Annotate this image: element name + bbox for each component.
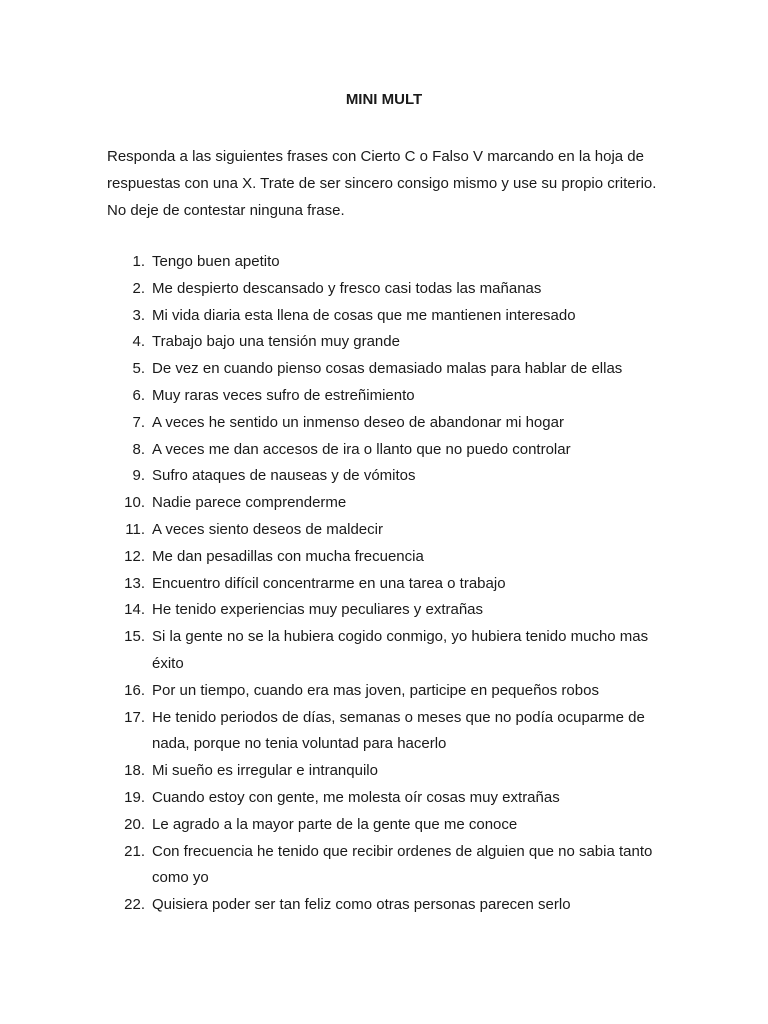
question-text: A veces me dan accesos de ira o llanto que no puedo controlar (152, 440, 571, 458)
question-text: De vez en cuando pienso cosas demasiado malas para hablar de ellas (152, 360, 623, 378)
question-item (0, 356, 768, 383)
question-number: 2. (132, 279, 145, 297)
question-number: 5. (132, 360, 145, 378)
question-number: 22. (124, 896, 145, 914)
question-text: éxito (152, 654, 184, 672)
question-number: 3. (132, 306, 145, 324)
question-item (0, 705, 768, 759)
question-item (0, 249, 768, 276)
question-text: Tengo buen apetito (152, 253, 280, 270)
question-number: 13. (124, 574, 145, 592)
question-item (0, 517, 768, 544)
question-text: Mi vida diaria esta llena de cosas que me mantienen interesado (152, 306, 576, 324)
question-item (0, 490, 768, 517)
question-item (0, 597, 768, 624)
question-number: 8. (132, 440, 145, 458)
question-number: 21. (124, 842, 145, 860)
question-item (0, 571, 768, 598)
question-text: Me despierto descansado y fresco casi todas las mañanas (152, 279, 542, 297)
document-title: MINI MULT (345, 91, 423, 108)
question-number: 10. (124, 494, 145, 512)
question-number: 6. (132, 386, 145, 404)
question-text: Sufro ataques de nauseas y de vómitos (152, 467, 416, 485)
question-item (0, 678, 768, 705)
instructions-paragraph (107, 143, 667, 224)
question-number: 19. (124, 788, 145, 806)
question-number: 12. (124, 547, 145, 565)
question-number: 20. (124, 815, 145, 833)
question-number: 1. (132, 253, 145, 270)
instructions-line: respuestas con una X. Trate de ser sincero consigo mismo y use su propio criterio. (107, 175, 657, 192)
question-text: Me dan pesadillas con mucha frecuencia (152, 547, 424, 565)
instructions-line: Responda a las siguientes frases con Cierto C o Falso V marcando en la hoja de (107, 148, 644, 165)
question-item (0, 758, 768, 785)
question-text: A veces siento deseos de maldecir (152, 520, 383, 538)
question-number: 14. (124, 601, 145, 619)
question-item (0, 303, 768, 330)
question-text: como yo (152, 869, 209, 887)
question-number: 11. (125, 520, 145, 538)
question-text: Nadie parece comprenderme (152, 494, 347, 512)
question-item (0, 624, 768, 678)
question-text: Encuentro difícil concentrarme en una tarea o trabajo (152, 574, 506, 592)
question-text: Cuando estoy con gente, me molesta oír cosas muy extrañas (152, 788, 560, 806)
question-number: 7. (132, 413, 145, 431)
question-number: 15. (124, 628, 145, 646)
question-item (0, 812, 768, 839)
question-item (0, 892, 768, 919)
question-item (0, 410, 768, 437)
question-text: Muy raras veces sufro de estreñimiento (152, 386, 415, 404)
question-text: A veces he sentido un inmenso deseo de abandonar mi hogar (152, 413, 564, 431)
question-item (0, 276, 768, 303)
question-text: Trabajo bajo una tensión muy grande (152, 333, 400, 351)
question-text: Si la gente no se la hubiera cogido conmigo, yo hubiera tenido mucho mas (152, 628, 649, 646)
question-text: He tenido periodos de días, semanas o meses que no podía ocuparme de (152, 708, 645, 726)
question-text: Quisiera poder ser tan feliz como otras personas parecen serlo (152, 896, 571, 914)
question-item (0, 544, 768, 571)
instructions-line: No deje de contestar ninguna frase. (107, 202, 345, 219)
question-number: 18. (124, 762, 145, 780)
question-text: Le agrado a la mayor parte de la gente que me conoce (152, 815, 518, 833)
question-number: 9. (132, 467, 145, 485)
question-item (0, 437, 768, 464)
question-text: He tenido experiencias muy peculiares y extrañas (152, 601, 484, 619)
question-list (0, 249, 768, 919)
question-item (0, 329, 768, 356)
question-number: 17. (124, 708, 145, 726)
question-text: Por un tiempo, cuando era mas joven, participe en pequeños robos (152, 681, 599, 699)
question-text: Mi sueño es irregular e intranquilo (152, 762, 378, 780)
question-text: nada, porque no tenia voluntad para hacerlo (152, 735, 447, 753)
question-item (0, 839, 768, 893)
question-item (0, 383, 768, 410)
question-item (0, 785, 768, 812)
question-number: 4. (132, 333, 145, 351)
question-number: 16. (124, 681, 145, 699)
question-text: Con frecuencia he tenido que recibir ordenes de alguien que no sabia tanto (152, 842, 653, 860)
question-item (0, 463, 768, 490)
